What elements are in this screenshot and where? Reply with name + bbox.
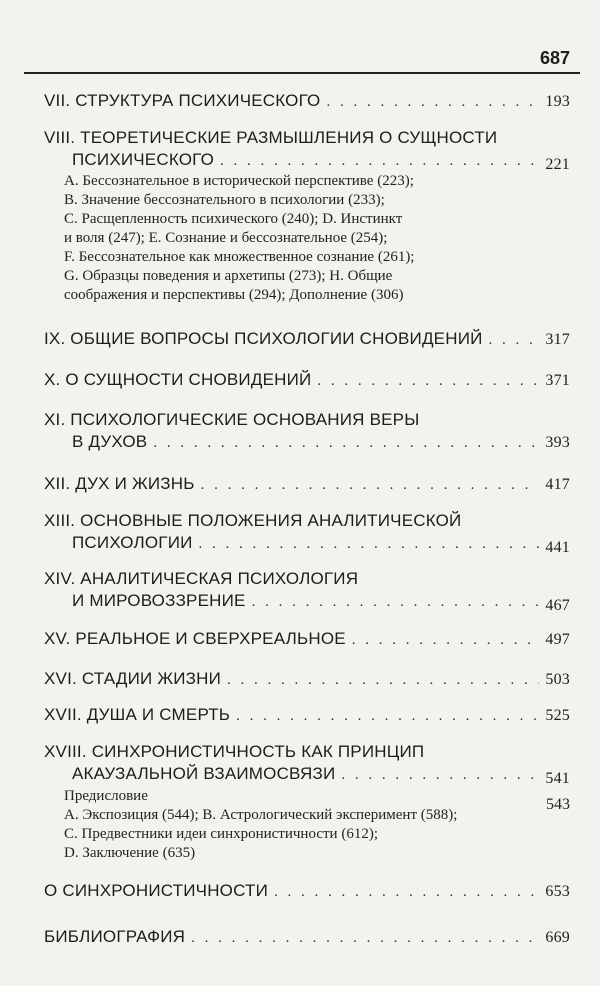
toc-entry-xvi[interactable] — [44, 668, 570, 691]
leader-dots — [341, 764, 539, 786]
entry-title-continued: И МИРОВОЗЗРЕНИЕ — [72, 591, 246, 610]
entry-page: 497 — [545, 631, 570, 648]
subsection-line: C. Расщепленность психического (240); D. Инстинкт — [64, 211, 403, 227]
entry-page: 541 — [545, 770, 570, 787]
entry-page: 441 — [545, 539, 570, 556]
page-number: 687 — [539, 48, 570, 68]
entry-title: XV. РЕАЛЬНОЕ И СВЕРХРЕАЛЬНОЕ — [44, 629, 346, 648]
subsection-line: A. Бессознательное в исторической перспективе (223); — [64, 173, 414, 189]
subsection-line: A. Экспозиция (544); B. Астрологический эксперимент (588); — [64, 807, 458, 823]
entry-page: 317 — [545, 331, 570, 348]
subsection-line: и воля (247); E. Сознание и бессознательное (254); — [64, 230, 388, 246]
entry-title: БИБЛИОГРАФИЯ — [44, 927, 186, 946]
toc-entry-xi[interactable] — [44, 409, 570, 454]
entry-title: XI. ПСИХОЛОГИЧЕСКИЕ ОСНОВАНИЯ ВЕРЫ — [44, 410, 420, 429]
leader-dots — [199, 533, 540, 555]
toc-entry-xv[interactable] — [44, 628, 570, 651]
subsection-line: D. Заключение (635) — [64, 845, 196, 861]
entry-page: 193 — [545, 93, 570, 110]
toc-entry-xvii[interactable] — [44, 704, 570, 727]
toc-entry-xii[interactable] — [44, 473, 570, 496]
preface-label: Предисловие — [64, 788, 148, 804]
entry-title: XIII. ОСНОВНЫЕ ПОЛОЖЕНИЯ АНАЛИТИЧЕСКОЙ — [44, 511, 462, 530]
leader-dots — [191, 927, 539, 949]
toc-entry-bibliography[interactable] — [44, 926, 570, 949]
entry-page: 371 — [545, 372, 570, 389]
leader-dots — [489, 329, 540, 351]
subsection-line: G. Образцы поведения и архетипы (273); H. Общие — [64, 268, 393, 284]
toc-entry-vii[interactable] — [44, 90, 570, 113]
entry-page: 417 — [545, 476, 570, 493]
entry-title: XII. ДУХ И ЖИЗНЬ — [44, 474, 195, 493]
entry-title: IX. ОБЩИЕ ВОПРОСЫ ПСИХОЛОГИИ СНОВИДЕНИЙ — [44, 329, 483, 348]
entry-title: О СИНХРОНИСТИЧНОСТИ — [44, 881, 269, 900]
entry-title-continued: В ДУХОВ — [72, 432, 148, 451]
header-rule — [24, 72, 580, 74]
subsection-line: F. Бессознательное как множественное сознание (261); — [64, 249, 415, 265]
subsection-line: C. Предвестники идеи синхронистичности (612); — [64, 826, 378, 842]
toc-entry-viii[interactable] — [44, 127, 570, 305]
entry-title: X. О СУЩНОСТИ СНОВИДЕНИЙ — [44, 370, 312, 389]
subsection-list — [44, 786, 570, 863]
entry-title-continued: ПСИХИЧЕСКОГО — [72, 150, 215, 169]
toc-entry-on-synchronicity[interactable] — [44, 880, 570, 903]
entry-title: XVI. СТАДИИ ЖИЗНИ — [44, 669, 222, 688]
entry-page: 221 — [545, 156, 570, 173]
leader-dots — [153, 432, 539, 454]
leader-dots — [352, 629, 540, 651]
leader-dots — [236, 705, 539, 727]
leader-dots — [220, 150, 539, 172]
entry-title: VII. СТРУКТУРА ПСИХИЧЕСКОГО — [44, 91, 321, 110]
entry-title: XIV. АНАЛИТИЧЕСКАЯ ПСИХОЛОГИЯ — [44, 569, 359, 588]
leader-dots — [326, 91, 539, 113]
entry-page: 669 — [545, 929, 570, 946]
subsection-line: B. Значение бессознательного в психологии (233); — [64, 192, 385, 208]
leader-dots — [252, 591, 540, 613]
leader-dots — [201, 474, 540, 496]
toc-entry-x[interactable] — [44, 369, 570, 392]
leader-dots — [317, 370, 539, 392]
leader-dots — [227, 669, 539, 691]
subsection-list — [44, 172, 570, 305]
toc-entry-xviii[interactable] — [44, 741, 570, 863]
entry-page: 503 — [545, 671, 570, 688]
toc-entry-ix[interactable] — [44, 328, 570, 351]
entry-title: XVII. ДУША И СМЕРТЬ — [44, 705, 231, 724]
subsection-line: соображения и перспективы (294); Дополнение (306) — [64, 287, 404, 303]
entry-title-continued: ПСИХОЛОГИИ — [72, 533, 193, 552]
preface-page: 543 — [546, 796, 570, 813]
entry-page: 653 — [545, 883, 570, 900]
entry-page: 525 — [545, 707, 570, 724]
toc-entry-xiv[interactable] — [44, 568, 570, 613]
entry-page: 467 — [545, 597, 570, 614]
entry-title: XVIII. СИНХРОНИСТИЧНОСТЬ КАК ПРИНЦИП — [44, 742, 425, 761]
leader-dots — [274, 881, 539, 903]
entry-title: VIII. ТЕОРЕТИЧЕСКИЕ РАЗМЫШЛЕНИЯ О СУЩНОСТИ — [44, 128, 498, 147]
toc-entry-xiii[interactable] — [44, 510, 570, 555]
entry-page: 393 — [545, 434, 570, 451]
entry-title-continued: АКАУЗАЛЬНОЙ ВЗАИМОСВЯЗИ — [72, 764, 336, 783]
preface-row[interactable] — [64, 786, 570, 813]
